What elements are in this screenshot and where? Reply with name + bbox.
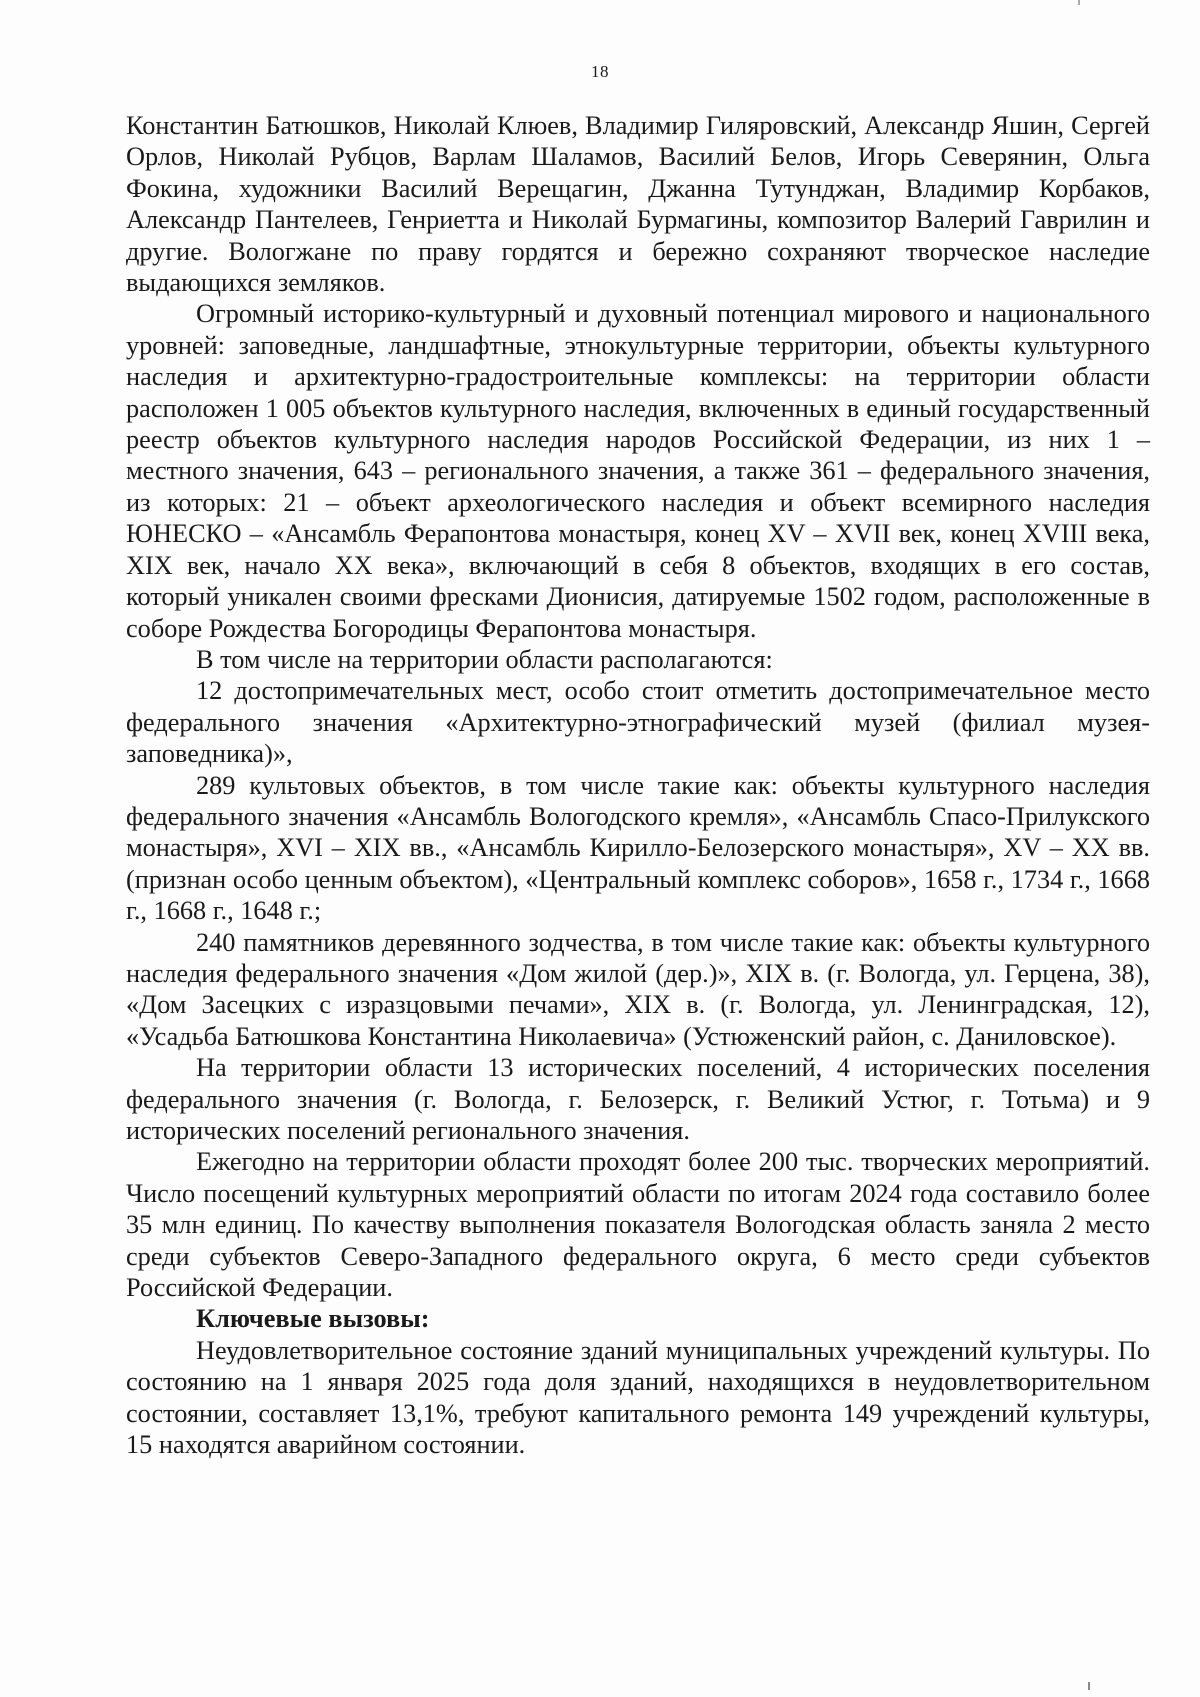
document-body (126, 110, 1150, 1460)
paragraph-territory-intro: В том числе на территории области располагаются: (196, 644, 773, 674)
scan-artifact-bottom (1088, 1682, 1090, 1690)
section-heading-key-challenges: Ключевые вызовы: (196, 1304, 430, 1334)
paragraph-religious-sites: 289 культовых объектов, в том числе такие как: объекты культурного наследия федерального значения «Ансамбль Вологодского кремля», «Ансамбль Спасо-Прилукского монастыря», XVI – XIX вв., «Ансамбль Кирилло-Белозерского монастыря», XV – XX вв. (признан особо ценным объектом), «Центральный комплекс соборов», 1658 г., 1734 г., 1668 г., 1668 г., 1648 г.; (126, 770, 1150, 926)
paragraph-notable-people: Константин Батюшков, Николай Клюев, Владимир Гиляровский, Александр Яшин, Сергей Орлов, Николай Рубцов, Варлам Шаламов, Василий Белов, Игорь Северянин, Ольга Фокина, художники Василий Верещагин, Джанна Тутунджан, Владимир Корбаков, Александр Пантелеев, Генриетта и Николай Бурмагины, композитор Валерий Гаврилин и другие. Вологжане по праву гордятся и бережно сохраняют творческое наследие выдающихся земляков. (126, 111, 1150, 298)
paragraph-wooden-architecture: 240 памятников деревянного зодчества, в том числе такие как: объекты культурного наследия федерального значения «Дом жилой (дер.)», XIX в. (г. Вологда, ул. Герцена, 38), «Дом Засецких с изразцовыми печами», XIX в. (г. Вологда, ул. Ленинградская, 12), «Усадьба Батюшкова Константина Николаевича» (Устюженский район, с. Даниловское). (126, 927, 1150, 1051)
page-number: 18 (591, 62, 609, 81)
paragraph-cultural-events: Ежегодно на территории области проходят более 200 тыс. творческих мероприятий. Число посещений культурных мероприятий области по итогам 2024 года составило более 35 млн единиц. По качеству выполнения показателя Вологодская область заняла 2 место среди субъектов Северо-Западного федерального округа, 6 место среди субъектов Российской Федерации. (126, 1147, 1150, 1303)
paragraph-building-condition: Неудовлетворительное состояние зданий муниципальных учреждений культуры. По состоянию на 1 января 2025 года доля зданий, находящихся в неудовлетворительном состоянии, составляет 13,1%, требуют капитального ремонта 149 учреждений культуры, 15 находятся аварийном состоянии. (126, 1335, 1150, 1460)
paragraph-heritage-potential: Огромный историко-культурный и духовный потенциал мирового и национального уровней: заповедные, ландшафтные, этнокультурные территории, объекты культурного наследия и архитектурно-градостроительные комплексы: на территории области расположен 1 005 объектов культурного наследия, включенных в единый государственный реестр объектов культурного наследия народов Российской Федерации, из них 1 – местного значения, 643 – регионального значения, а также 361 – федерального значения, из которых: 21 – объект археологического наследия и объект всемирного наследия ЮНЕСКО – «Ансамбль Ферапонтова монастыря, конец XV – XVII век, конец XVIII века, XIX век, начало XX века», включающий в себя 8 объектов, входящих в его состав, который уникален своими фресками Дионисия, датируемые 1502 годом, расположенные в соборе Рождества Богородицы Ферапонтова монастыря. (126, 299, 1150, 643)
paragraph-landmarks: 12 достопримечательных мест, особо стоит отметить достопримечательное место федерального значения «Архитектурно-этнографический музей (филиал музея-заповедника)», (126, 676, 1150, 769)
scan-artifact-top (1078, 0, 1080, 5)
paragraph-historic-settlements: На территории области 13 исторических поселений, 4 исторических поселения федерального значения (г. Вологда, г. Белозерск, г. Великий Устюг, г. Тотьма) и 9 исторических поселений регионального значения. (126, 1053, 1150, 1145)
